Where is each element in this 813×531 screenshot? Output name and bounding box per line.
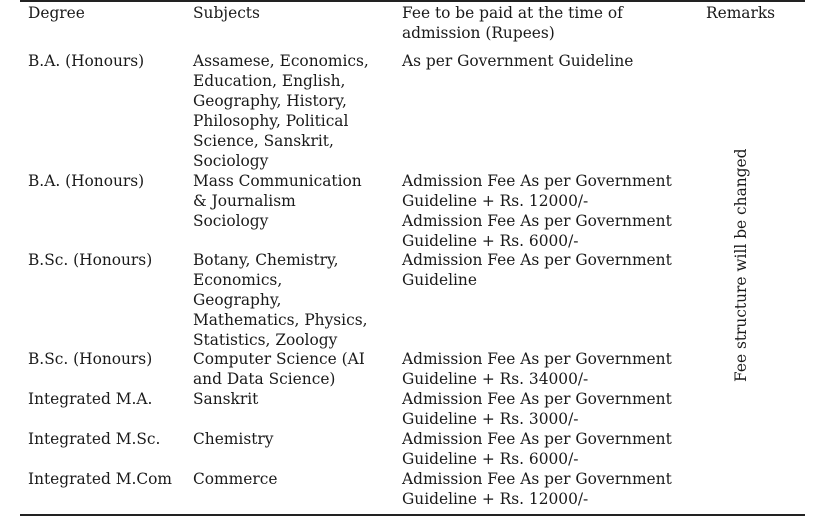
subject-line: Botany, Chemistry, bbox=[193, 251, 339, 269]
fee-line: Guideline bbox=[402, 270, 477, 289]
subject-line: Education, English, bbox=[193, 71, 346, 90]
fee-line: Guideline + Rs. 3000/- bbox=[402, 409, 579, 428]
row-fee bbox=[402, 390, 672, 430]
subject-line: Sanskrit bbox=[193, 390, 259, 408]
row-subjects bbox=[193, 430, 273, 450]
fee-line: Guideline + Rs. 12000/- bbox=[402, 489, 589, 508]
subject-line: and Data Science) bbox=[193, 369, 336, 388]
row-degree: B.Sc. (Honours) bbox=[28, 350, 153, 368]
table-top-rule bbox=[20, 0, 805, 2]
row-subjects bbox=[193, 390, 258, 410]
row-subjects bbox=[193, 251, 368, 351]
fee-line: Guideline + Rs. 6000/- bbox=[402, 449, 579, 468]
fee-line: As per Government Guideline bbox=[402, 52, 634, 70]
subject-line: Mathematics, Physics, bbox=[193, 310, 368, 329]
header-degree: Degree bbox=[28, 4, 85, 22]
fee-line: Admission Fee As per Government bbox=[402, 172, 672, 190]
header-fee bbox=[402, 4, 623, 44]
subject-line: Philosophy, Political bbox=[193, 111, 349, 130]
subject-line: Assamese, Economics, bbox=[193, 52, 369, 70]
fee-line: Admission Fee As per Government bbox=[402, 390, 672, 408]
fee-line: Guideline + Rs. 12000/- bbox=[402, 191, 589, 210]
subject-line: Sociology bbox=[193, 151, 269, 170]
row-fee bbox=[402, 350, 672, 390]
fee-line: Admission Fee As per Government bbox=[402, 211, 672, 230]
subject-line: Chemistry bbox=[193, 430, 274, 448]
row-degree: Integrated M.A. bbox=[28, 390, 153, 408]
header-subjects: Subjects bbox=[193, 4, 260, 22]
subject-line: & Journalism bbox=[193, 191, 296, 210]
subject-line: Geography, History, bbox=[193, 91, 347, 110]
subject-line: Science, Sanskrit, bbox=[193, 131, 334, 150]
row-fee bbox=[402, 52, 633, 72]
header-fee-line: admission (Rupees) bbox=[402, 23, 555, 42]
row-fee bbox=[402, 251, 672, 291]
row-degree: B.A. (Honours) bbox=[28, 52, 145, 70]
header-fee-line: Fee to be paid at the time of bbox=[402, 4, 623, 22]
row-degree: Integrated M.Sc. bbox=[28, 430, 161, 448]
subject-line: Economics, bbox=[193, 270, 283, 289]
fee-line: Admission Fee As per Government bbox=[402, 350, 672, 368]
fee-line: Guideline + Rs. 34000/- bbox=[402, 369, 589, 388]
row-subjects bbox=[193, 172, 362, 232]
subject-line: Commerce bbox=[193, 470, 278, 488]
remarks-note: Fee structure will be changed bbox=[732, 148, 750, 382]
row-degree: Integrated M.Com bbox=[28, 470, 172, 488]
row-fee bbox=[402, 430, 672, 470]
fee-line: Admission Fee As per Government bbox=[402, 251, 672, 269]
subject-line: Geography, bbox=[193, 290, 282, 309]
table-bottom-rule bbox=[20, 514, 805, 516]
subject-line: Statistics, Zoology bbox=[193, 330, 338, 349]
row-degree: B.Sc. (Honours) bbox=[28, 251, 153, 269]
fee-line: Admission Fee As per Government bbox=[402, 470, 672, 488]
fee-line: Guideline + Rs. 6000/- bbox=[402, 231, 579, 250]
fee-line: Admission Fee As per Government bbox=[402, 430, 672, 448]
row-subjects bbox=[193, 350, 365, 390]
row-fee bbox=[402, 172, 672, 252]
subject-line: Mass Communication bbox=[193, 172, 362, 190]
row-subjects bbox=[193, 470, 277, 490]
row-degree: B.A. (Honours) bbox=[28, 172, 145, 190]
subject-line: Sociology bbox=[193, 211, 269, 230]
subject-line: Computer Science (AI bbox=[193, 350, 365, 368]
row-fee bbox=[402, 470, 672, 510]
row-subjects bbox=[193, 52, 369, 171]
header-remarks: Remarks bbox=[706, 4, 776, 22]
